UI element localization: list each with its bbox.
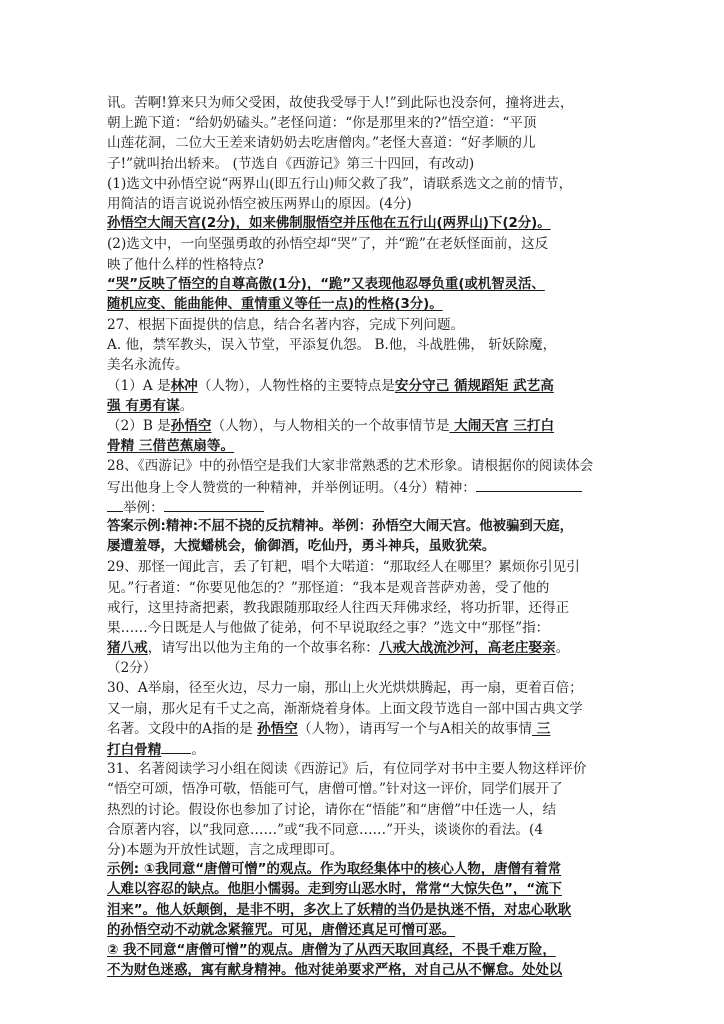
q30-prefix: 名著。文段中的A指的是 <box>107 720 258 737</box>
question-2-line: 映了他什么样的性格特点? <box>107 256 264 273</box>
q30-name-answer: 孙悟空 <box>257 720 298 737</box>
answer-31-line: 人难以容忍的缺点。他胆小懦弱。走到穷山恶水时，常常“大惊失色”，“流下 <box>107 882 562 898</box>
text-line: 朝上跪下道：“给奶奶磕头。”老怪问道：“你是那里来的?”悟空道：“平顶 <box>107 115 537 132</box>
question-30-line: 30、A举扇，径至火边，尽力一扇，那山上火光烘烘腾起，再一扇，更着百倍； <box>107 680 583 697</box>
q28-example-label: 举例： <box>123 499 164 516</box>
answer-31-line: 示例: ①我同意“唐僧可憎”的观点。作为取经集体中的核心人物，唐僧有着常 <box>107 862 562 878</box>
question-29-line: 戒行，这里持斋把素，教我跟随那取经人往西天拜佛求经，将功折罪，还得正 <box>107 599 570 616</box>
q30-blank-tail <box>161 739 191 754</box>
text-line: 讯。苦啊!算来只为师父受困，故使我受辱于人!”到此际也没奈何，撞将进去， <box>107 95 574 111</box>
answer-31-line: ② 我不同意“唐僧可憎”的观点。唐僧为了从西天取回真经，不畏千难万险， <box>107 942 556 958</box>
example-blank-lead <box>107 497 123 512</box>
question-29-line: 29、那怪一闻此言，丢了钉耙，唱个大喏道：“那取经人在哪里？累烦你引见引 <box>107 559 580 576</box>
question-28-example <box>107 497 619 517</box>
question-27-2-cont <box>107 436 619 456</box>
q28-prompt: 写出他身上令人赞赏的一种精神，并举例证明。（4分）精神： <box>107 479 476 496</box>
q27-1-middle: （人物），人物性格的主要特点是 <box>197 377 395 394</box>
example-blank <box>164 497 264 512</box>
answer-28-line: 屡遭羞辱，大搅蟠桃会，偷御酒，吃仙丹，勇斗神兵，虽败犹荣。 <box>107 539 496 555</box>
question-27-options: A. 他，禁军教头，误入节堂，平添复仇怨。 B.他，斗战胜佛， 斩妖除魔， <box>107 337 557 354</box>
q27-1-trait-answer: 安分守己 循规蹈矩 武艺高 <box>394 377 554 394</box>
question-31-line: 合原著内容，以“我同意……”或“我不同意……”开头，谈谈你的看法。(4 <box>107 821 543 838</box>
q29-name-answer: 猪八戒 <box>107 640 148 657</box>
q27-1-name-answer: 林冲 <box>170 377 198 394</box>
q30-story-answer-cont: 打白骨精 <box>107 742 162 758</box>
q27-1-end: 。 <box>179 397 194 414</box>
question-27-1-cont <box>107 396 619 416</box>
question-30-answer-line <box>107 719 619 739</box>
question-31-line: 分)本题为开放性试题，言之成理即可。 <box>107 841 344 858</box>
document-page <box>107 93 619 981</box>
q27-2-story-answer: 大闹天宫 三打白 <box>449 418 555 434</box>
question-1-line: (1)选文中孙悟空说“两界山(即五行山)师父救了我”，请联系选文之前的情节， <box>107 175 573 192</box>
question-29-points: （2分） <box>107 660 157 677</box>
question-28-line: 28、《西游记》中的孙悟空是我们大家非常熟悉的艺术形象。请根据你的阅读体会 <box>107 458 594 475</box>
q29-middle: ，请写出以他为主角的一个故事名称： <box>147 640 379 657</box>
question-31-line: “悟空可颂，悟净可敬，悟能可气，唐僧可憎。”针对这一评价，同学们展开了 <box>107 781 563 798</box>
q30-end: 。 <box>191 742 205 758</box>
q27-2-name-answer: 孙悟空 <box>170 418 212 434</box>
question-27-1 <box>107 376 619 396</box>
question-29-line: 果……今日既是人与他做了徒弟，何不早说取经之事？”选文中“那怪”指： <box>107 619 550 636</box>
answer-31-line: 不为财色迷惑，寓有献身精神。他对徒弟要求严格，对自己从不懈怠。处处以 <box>107 963 563 979</box>
answer-31-line: 的孙悟空动不动就念紧箍咒。可见，唐僧还真足可憎可恶。 <box>107 922 456 938</box>
question-27-2 <box>107 416 619 436</box>
q27-2-middle: （人物），与人物相关的一个故事情节是 <box>211 418 450 434</box>
q30-story-answer: 三 <box>531 720 551 737</box>
question-31-line: 热烈的讨论。假设你也参加了讨论，请你在“悟能”和“唐僧”中任选一人，结 <box>107 801 557 818</box>
q29-end: 。 <box>555 640 570 657</box>
question-30-line: 又一扇，那火足有千丈之高，渐渐烧着身体。上面文段节选自一部中国古典文学 <box>107 700 583 717</box>
answer-31-line: 泪来”。他人妖颠倒，是非不明，多次上了妖精的当仍是执迷不悟，对忠心耿耿 <box>107 902 572 918</box>
question-27-options: 美名永流传。 <box>107 357 189 374</box>
question-27: 27、根据下面提供的信息，结合名著内容，完成下列问题。 <box>107 317 465 334</box>
text-line: 山莲花洞，二位大王差来请奶奶去吃唐僧肉。”老怪大喜道：“好孝顺的儿 <box>107 135 536 152</box>
spirit-blank <box>476 477 582 492</box>
text-line: 子!”就叫抬出轿来。 (节选自《西游记》第三十四回，有改动) <box>107 155 475 172</box>
answer-28-line: 答案示例:精神:不屈不挠的反抗精神。举例：孙悟空大闹天宫。他被骗到天庭， <box>107 518 573 534</box>
answer-2-line: “哭”反映了悟空的自尊高傲(1分)，“跪”又表现他忍辱负重(或机智灵活、 <box>107 276 545 292</box>
q27-2-prefix: （2）B 是 <box>107 418 171 434</box>
question-30-answer-cont <box>107 739 619 759</box>
question-31-line: 31、名著阅读学习小组在阅读《西游记》后，有位同学对书中主要人物这样评价 <box>107 761 587 778</box>
answer-2-line: 随机应变、能曲能伸、重情重义等任一点)的性格(3分)。 <box>107 296 443 312</box>
question-29-line: 见。”行者道：“你要见他怎的？”那怪道：“我本是观音菩萨劝善，受了他的 <box>107 579 550 596</box>
question-28-line <box>107 477 619 497</box>
q30-middle: （人物），请再写一个与A相关的故事情 <box>297 720 532 737</box>
question-2-line: (2)选文中，一向坚强勇敢的孙悟空却“哭”了，并“跪”在老妖怪面前，这反 <box>107 236 549 253</box>
q29-story-answer: 八戒大战流沙河，高老庄娶亲 <box>378 640 556 657</box>
question-29-answer-line <box>107 638 619 658</box>
q27-1-trait-answer-cont: 强 有勇有谋 <box>107 397 180 414</box>
question-1-line: 用简洁的语言说说孙悟空被压两界山的原因。(4分) <box>107 195 412 212</box>
q27-2-story-answer-cont: 骨精 三借芭蕉扇等。 <box>107 438 235 455</box>
q27-1-prefix: （1）A 是 <box>107 377 171 394</box>
answer-1: 孙悟空大闹天宫(2分)，如来佛制服悟空并压他在五行山(两界山)下(2分)。 <box>107 216 551 232</box>
